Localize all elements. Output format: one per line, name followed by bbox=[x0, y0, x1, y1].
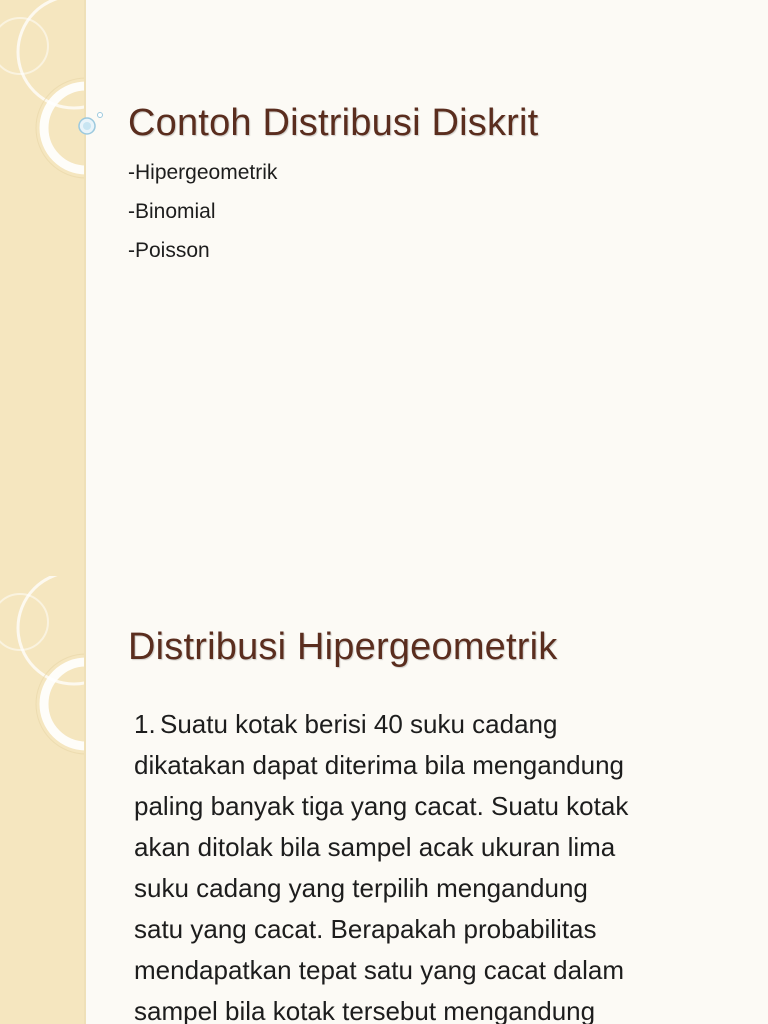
problem-line: suku cadang yang terpilih mengandung bbox=[134, 873, 588, 903]
problem-line: dikatakan dapat diterima bila mengandung bbox=[134, 750, 625, 780]
problem-line: satu yang cacat. Berapakah probabilitas bbox=[134, 914, 597, 944]
problem-line: akan ditolak bila sampel acak ukuran lima bbox=[134, 832, 616, 862]
page-title: Contoh Distribusi Diskrit bbox=[128, 102, 539, 144]
distribution-list bbox=[128, 158, 277, 275]
side-band-edge bbox=[84, 576, 86, 1024]
slide-distribusi-hipergeometrik bbox=[0, 576, 768, 1024]
problem-line: Suatu kotak berisi 40 suku cadang bbox=[160, 709, 558, 739]
problem-line: paling banyak tiga yang cacat. Suatu kotak bbox=[134, 791, 629, 821]
decorative-bubbles bbox=[74, 108, 106, 140]
decorative-rings bbox=[0, 576, 86, 1024]
decorative-side-band bbox=[0, 0, 84, 576]
bubble-small bbox=[98, 113, 103, 118]
list-item: -Hipergeometrik bbox=[128, 161, 278, 184]
side-band-edge bbox=[84, 0, 86, 576]
decorative-side-band bbox=[0, 576, 84, 1024]
problem-line: mendapatkan tepat satu yang cacat dalam bbox=[134, 955, 624, 985]
problem-line: sampel bila kotak tersebut mengandung bbox=[134, 996, 596, 1024]
problem-text bbox=[134, 704, 768, 1024]
section-title: Distribusi Hipergeometrik bbox=[128, 626, 558, 668]
problem-number: 1. bbox=[134, 709, 156, 739]
decorative-rings bbox=[0, 0, 86, 576]
list-item: -Binomial bbox=[128, 200, 216, 223]
list-item: -Poisson bbox=[128, 239, 210, 262]
decorative-ring-middle bbox=[44, 662, 86, 746]
